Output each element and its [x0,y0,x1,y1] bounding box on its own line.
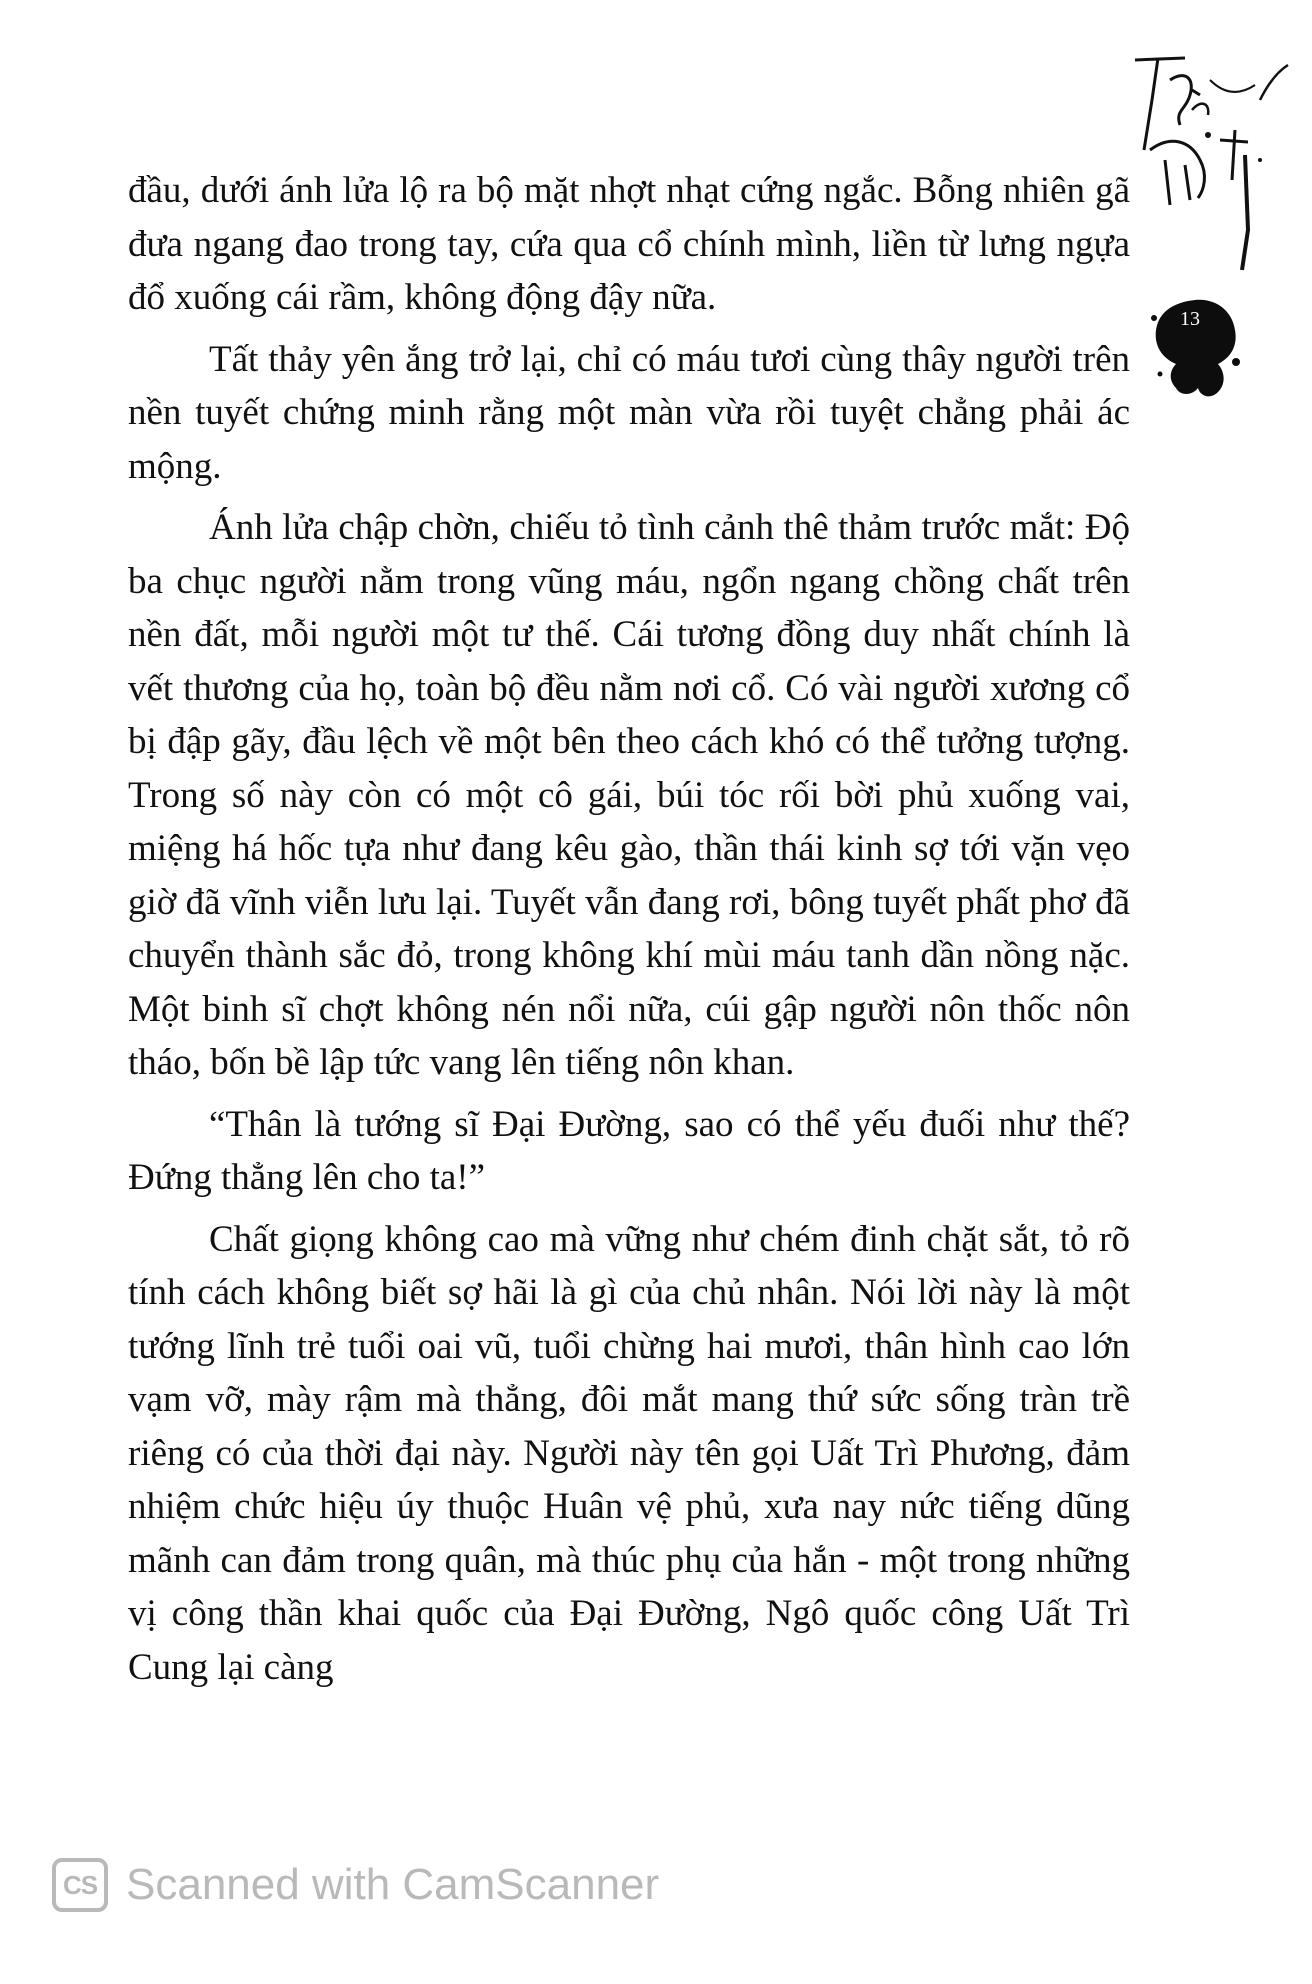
page-number: 13 [1180,308,1200,330]
scanner-watermark [52,1850,659,1920]
paragraph: Ánh lửa chập chờn, chiếu tỏ tình cảnh thê thảm trước mắt: Độ ba chục người nằm trong vũng máu, ngổn ngang chồng chất trên nền đất, mỗi người một tư thế. Cái tương đồng duy nhất chính là vết thương của họ, toàn bộ đều nằm nơi cổ. Có vài người xương cổ bị đập gãy, đầu lệch về một bên theo cách khó có thể tưởng tượng. Trong số này còn có một cô gái, búi tóc rối bời phủ xuống vai, miệng há hốc tựa như đang kêu gào, thần thái kinh sợ tới vặn vẹo giờ đã vĩnh viễn lưu lại. Tuyết vẫn đang rơi, bông tuyết phất phơ đã chuyển thành sắc đỏ, trong không khí mùi máu tanh dần nồng nặc. Một binh sĩ chợt không nén nổi nữa, cúi gập người nôn thốc nôn tháo, bốn bề lập tức vang lên tiếng nôn khan. [128,507,1130,1083]
paragraph: Chất giọng không cao mà vững như chém đinh chặt sắt, tỏ rõ tính cách không biết sợ hãi là gì của chủ nhân. Nói lời này là một tướng lĩnh trẻ tuổi oai vũ, tuổi chừng hai mươi, thân hình cao lớn vạm vỡ, mày rậm mà thẳng, đôi mắt mang thứ sức sống tràn trề riêng có của thời đại này. Người này tên gọi Uất Trì Phương, đảm nhiệm chức hiệu úy thuộc Huân vệ phủ, xưa nay nức tiếng dũng mãnh can đảm trong quân, mà thúc phụ của hắn - một trong những vị công thần khai quốc của Đại Đường, Ngô quốc công Uất Trì Cung lại càng [128,1218,1130,1688]
calligraphy-title-ornament [1130,40,1290,300]
paragraph: “Thân là tướng sĩ Đại Đường, sao có thể yếu đuối như thế? Đứng thẳng lên cho ta!” [128,1103,1130,1198]
paragraph: đầu, dưới ánh lửa lộ ra bộ mặt nhợt nhạt cứng ngắc. Bỗng nhiên gã đưa ngang đao trong tay, cứa qua cổ chính mình, liền từ lưng ngựa đổ xuống cái rầm, không động đậy nữa. [128,170,1130,318]
body-text [128,164,1130,1702]
camscanner-logo-icon: CS [52,1858,108,1912]
watermark-text: Scanned with CamScanner [126,1860,660,1909]
paragraph: Tất thảy yên ắng trở lại, chỉ có máu tươi cùng thây người trên nền tuyết chứng minh rằng một màn vừa rồi tuyệt chẳng phải ác mộng. [128,338,1130,487]
